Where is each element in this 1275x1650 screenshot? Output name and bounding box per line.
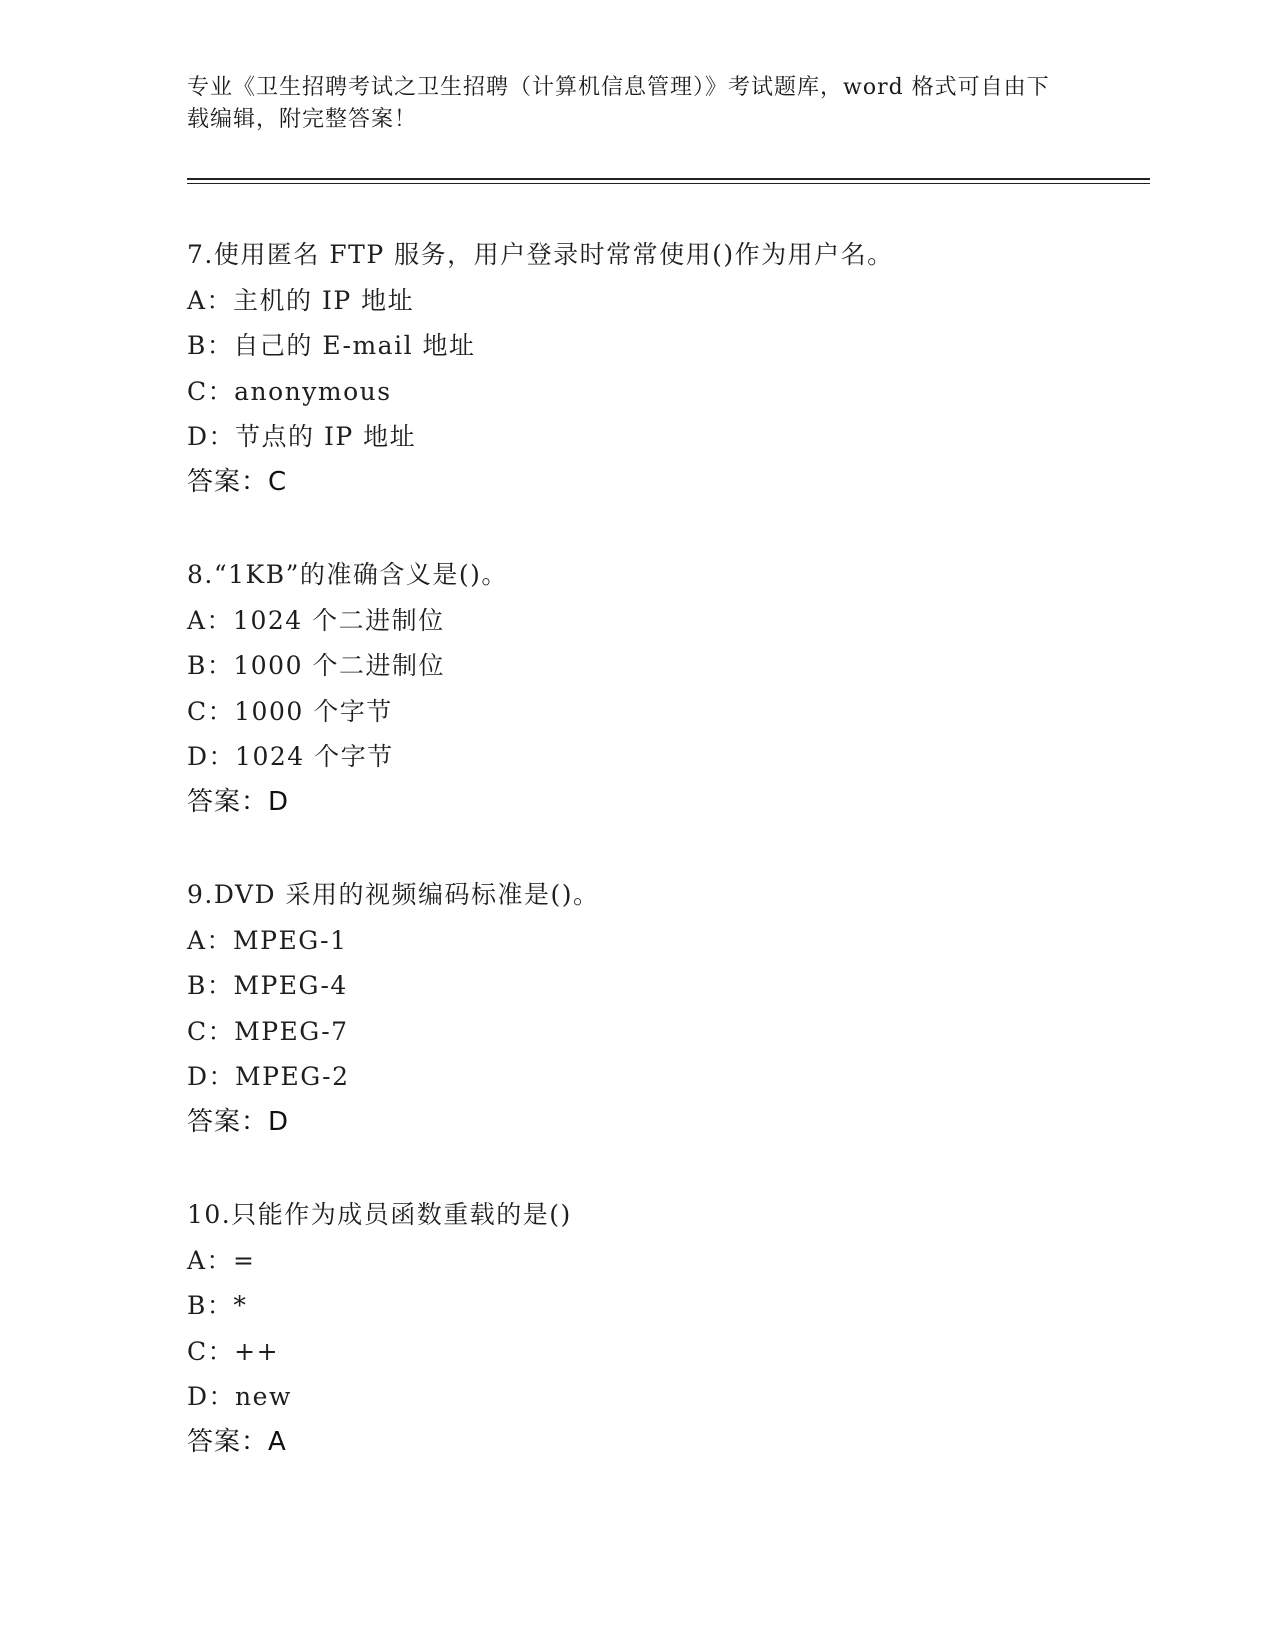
question-7: [187, 232, 1147, 505]
option-c: C：anonymous: [187, 376, 392, 406]
option-b: B：*: [187, 1291, 248, 1320]
answer-line: 答案：A: [187, 1426, 287, 1457]
option-a: A：=: [187, 1245, 256, 1275]
question-8: [187, 552, 1147, 825]
option-d: D：MPEG-2: [187, 1062, 350, 1091]
header-divider-thin: [187, 183, 1150, 184]
option-d: D：1024 个字节: [187, 742, 394, 771]
question-list: [187, 232, 1147, 1512]
question-stem: 10.只能作为成员函数重载的是(): [187, 1200, 572, 1229]
option-b: B：MPEG-4: [187, 971, 348, 1000]
question-9: [187, 872, 1147, 1145]
option-b: B：自己的 E-mail 地址: [187, 331, 476, 360]
option-b: B：1000 个二进制位: [187, 651, 445, 680]
option-a: A：主机的 IP 地址: [187, 285, 415, 315]
option-a: A：1024 个二进制位: [187, 605, 445, 635]
question-stem: 8.“1KB”的准确含义是()。: [187, 560, 508, 589]
answer-line: 答案：D: [187, 1106, 290, 1137]
document-header: 专业《卫生招聘考试之卫生招聘（计算机信息管理）》考试题库，word 格式可自由下载编辑，附完整答案！: [187, 75, 1050, 132]
option-c: C：1000 个字节: [187, 696, 393, 726]
option-c: C：++: [187, 1336, 280, 1366]
header-divider-thick: [187, 178, 1150, 180]
option-a: A：MPEG-1: [187, 925, 348, 955]
option-d: D：new: [187, 1382, 292, 1411]
question-10: [187, 1192, 1147, 1465]
option-d: D：节点的 IP 地址: [187, 422, 417, 451]
answer-line: 答案：C: [187, 466, 288, 497]
option-c: C：MPEG-7: [187, 1016, 349, 1046]
question-stem: 9.DVD 采用的视频编码标准是()。: [187, 880, 600, 909]
answer-line: 答案：D: [187, 786, 290, 817]
question-stem: 7.使用匿名 FTP 服务，用户登录时常常使用()作为用户名。: [187, 240, 894, 269]
